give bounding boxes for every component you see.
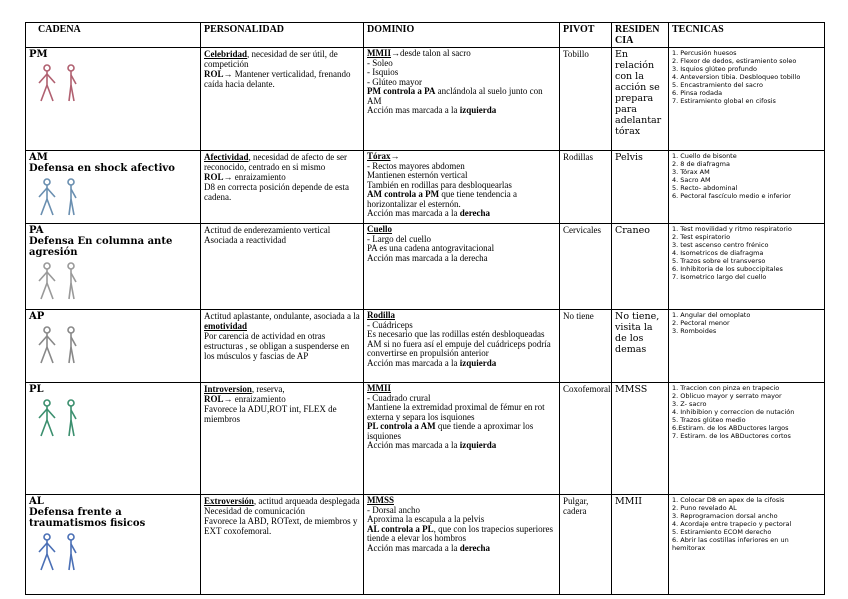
tecnica-item: 3. Z- sacro — [672, 400, 707, 408]
tecnica-item: 1. Percusión huesos — [672, 49, 737, 57]
dominio-line: También en rodillas para desbloquearlas — [367, 179, 512, 190]
tecnica-item: 4. Acordaje entre trapecio y pectoral — [672, 520, 792, 528]
dominio-line: - Isquios — [367, 67, 399, 77]
dominio-cell — [364, 495, 560, 595]
personalidad-text: → enraizamiento — [223, 172, 286, 182]
dominio-line: PA es una cadena antogravitacional — [367, 243, 495, 253]
cadena-defensa: Defensa en shock afectivo — [29, 163, 175, 174]
personalidad-cell — [201, 48, 364, 151]
header-personalidad: PERSONALIDAD — [201, 23, 364, 48]
dominio-line: Mantiene la extremidad proximal de fémur en rot externa y separa los isquiones — [367, 402, 545, 422]
tecnica-item: 4. Inhibibion y correccion de nutación — [672, 408, 795, 416]
cadena-name: AP — [29, 311, 45, 322]
personalidad-line — [204, 496, 360, 506]
dominio-accion-text: Acción mas marcada a la — [367, 440, 460, 450]
dominio-control — [367, 87, 556, 106]
body-figure-icon — [29, 532, 89, 572]
tecnica-item: 4. Sacro AM — [672, 176, 711, 184]
tecnica-item: 5. Recto- abdominal — [672, 184, 738, 192]
body-figure-icon — [29, 177, 89, 217]
tecnicas-cell — [669, 495, 825, 595]
dominio-control — [367, 190, 556, 209]
dominio-control-key: PL controla a AM — [367, 421, 436, 431]
header-residencia: RESIDEN CIA — [612, 23, 669, 48]
personalidad-text: , necesidad de afecto de ser reconocido, centrado en si mismo — [204, 152, 347, 172]
personalidad-key: Celebridad — [204, 49, 248, 59]
personalidad-line — [204, 404, 360, 424]
tecnica-item: 3. Romboides — [672, 327, 717, 335]
personalidad-key: ROL — [204, 69, 224, 79]
tecnica-item: 5. Trazos sobre el transverso — [672, 257, 766, 265]
tecnica-item: 6.Estiram. de los ABDuctores largos — [672, 424, 789, 432]
tecnicas-cell — [669, 48, 825, 151]
personalidad-line — [204, 311, 360, 321]
personalidad-text: Favorece la ABD, ROText, de miembros y EXT coxofemoral. — [204, 516, 358, 536]
cadena-name: PM — [29, 49, 48, 60]
cadena-name: AL — [29, 496, 44, 507]
dominio-line: Es necesario que las rodillas estén desbloqueadas AM si no fuera así el empuje del cuádriceps podría convertirse en propulsión anterior — [367, 329, 551, 358]
residencia-cell: MMII — [612, 495, 669, 595]
table-row — [26, 224, 825, 310]
tecnica-item: 2. 8 de diafragma — [672, 160, 730, 168]
tecnica-item: 7. Estiramiento global en cifosis — [672, 97, 776, 105]
personalidad-key: ROL — [204, 172, 224, 182]
dominio-accion — [367, 106, 556, 116]
residencia-cell: Pelvis — [612, 151, 669, 224]
personalidad-cell — [201, 224, 364, 310]
tecnica-item: 7. Estiram. de los ABDuctores cortos — [672, 432, 791, 440]
header-row — [26, 23, 825, 48]
personalidad-line — [204, 69, 360, 89]
tecnica-item: 1. Test movilidad y ritmo respiratorio — [672, 225, 792, 233]
tecnica-item: 6. Inhibitoria de los suboccipitales — [672, 265, 783, 273]
dominio-title-key: Cuello — [367, 224, 393, 234]
dominio-cell — [364, 224, 560, 310]
dominio-control-text: que tiende a aproximar los isquiones — [367, 421, 534, 441]
cadena-cell — [26, 495, 201, 595]
tecnica-item: 5. Trazos glúteo medio — [672, 416, 746, 424]
tecnica-item: 7. Isometrico largo del cuello — [672, 273, 767, 281]
dominio-line: Mantienen esternón vertical — [367, 170, 468, 180]
dominio-accion-side: izquierda — [459, 105, 497, 115]
header-pivot: PIVOT — [560, 23, 612, 48]
personalidad-text: Asociada a reactividad — [204, 235, 286, 245]
tecnica-item: 2. Oblicuo mayor y serrato mayor — [672, 392, 782, 400]
dominio-control-key: AL controla a PL — [367, 523, 434, 534]
tecnica-item: 1. Cuello de bisonte — [672, 152, 737, 160]
personalidad-line — [204, 225, 360, 235]
dominio-line: Aproxima la escapula a la pelvis — [367, 514, 485, 524]
cadena-name: AM — [29, 152, 48, 163]
personalidad-key: emotividad — [204, 321, 248, 331]
pivot-cell: Rodillas — [560, 151, 612, 224]
tecnica-item: 5. Encastramiento del sacro — [672, 81, 763, 89]
dominio-cell — [364, 151, 560, 224]
cadena-cell — [26, 383, 201, 495]
residencia-cell: MMSS — [612, 383, 669, 495]
personalidad-text: Por carencia de actividad en otras estructuras , se obligan a suspenderse en los músculos y fascias de AP — [204, 331, 350, 361]
personalidad-line — [204, 384, 360, 394]
dominio-title — [367, 49, 556, 59]
personalidad-key: Afectividad — [204, 152, 249, 162]
dominio-title-rest: → — [390, 151, 400, 161]
dominio-accion-text: Acción mas marcada a la — [367, 105, 460, 115]
dominio-control — [367, 422, 556, 441]
personalidad-line — [204, 49, 360, 69]
dominio-line: - Cuadrado crural — [367, 392, 431, 403]
dominio-accion-text: Acción mas marcada a la derecha — [367, 252, 488, 263]
cadena-cell — [26, 48, 201, 151]
table-row — [26, 383, 825, 495]
dominio-line: - Soleo — [367, 57, 393, 68]
header-tecnicas: TECNICAS — [669, 23, 825, 48]
cadena-name: PA — [29, 225, 44, 236]
personalidad-line — [204, 321, 360, 331]
personalidad-line — [204, 182, 360, 202]
pivot-cell: Cervicales — [560, 224, 612, 310]
personalidad-text: , necesidad de ser útil, de competición — [204, 49, 338, 69]
dominio-control-text: que tiene tendencia a horizontalizar el esternón. — [367, 189, 518, 209]
dominio-line: - Glúteo mayor — [367, 76, 422, 87]
dominio-title-key: MMSS — [367, 495, 394, 505]
pivot-cell: Pulgar, cadera — [560, 495, 612, 595]
dominio-accion-text: Acción mas marcada a la — [367, 542, 460, 553]
dominio-cell — [364, 310, 560, 383]
dominio-title-key: MMII — [367, 383, 391, 393]
tecnica-item: 3. test ascenso centro frénico — [672, 241, 769, 249]
personalidad-line — [204, 516, 360, 536]
dominio-accion — [367, 359, 556, 369]
personalidad-text: → enraizamiento — [223, 394, 286, 404]
table-row — [26, 310, 825, 383]
pivot-cell: Tobillo — [560, 48, 612, 151]
table-row — [26, 495, 825, 595]
tecnica-item: 3. Reprogramacion dorsal ancho — [672, 512, 778, 520]
dominio-control — [367, 525, 556, 544]
body-figure-icon — [29, 398, 89, 438]
tecnica-item: 4. Isometricos de diafragma — [672, 249, 764, 257]
cadena-cell — [26, 151, 201, 224]
residencia-cell: No tiene, visita la de los demas — [612, 310, 669, 383]
table-row — [26, 151, 825, 224]
table-row — [26, 48, 825, 151]
cadena-defensa: Defensa En columna ante agresión — [29, 236, 173, 258]
personalidad-text: → Mantener verticalidad, frenando caída hacia delante. — [204, 69, 351, 89]
tecnicas-cell — [669, 151, 825, 224]
dominio-accion-text: Acción mas marcada a la — [367, 208, 460, 218]
personalidad-text: , reserva, — [251, 384, 285, 394]
dominio-line: - Dorsal ancho — [367, 504, 420, 515]
tecnica-item: 3. Tórax AM — [672, 168, 710, 176]
chains-table — [25, 22, 825, 595]
residencia-cell: En relación con la acción se prepara para adelantar tórax — [612, 48, 669, 151]
tecnicas-cell — [669, 383, 825, 495]
dominio-title-key: MMII — [367, 48, 391, 58]
personalidad-cell — [201, 383, 364, 495]
dominio-accion — [367, 544, 556, 554]
tecnica-item: 6. Pinsa rodada — [672, 89, 723, 97]
dominio-accion-side: izquierda — [459, 440, 497, 450]
header-cadena: CADENA — [26, 23, 201, 48]
personalidad-text: D8 en correcta posición depende de esta cadena. — [204, 182, 349, 202]
dominio-control-text: anclándola al suelo junto con AM — [367, 86, 543, 106]
dominio-accion-side: derecha — [459, 542, 491, 553]
dominio-control-key: AM controla a PM — [367, 189, 440, 199]
personalidad-cell — [201, 310, 364, 383]
tecnicas-cell — [669, 224, 825, 310]
cadena-defensa: Defensa frente a traumatismos fisicos — [29, 507, 146, 529]
dominio-control-key: PM controla a PA — [367, 86, 436, 96]
personalidad-text: Actitud aplastante, ondulante, asociada a la — [204, 311, 360, 321]
header-dominio: DOMINIO — [364, 23, 560, 48]
dominio-title-key: Tórax — [367, 151, 391, 161]
cadena-cell — [26, 224, 201, 310]
body-figure-icon — [29, 261, 89, 301]
tecnica-item: 2. Test espiratorio — [672, 233, 731, 241]
tecnica-item: 1. Angular del omoplato — [672, 311, 751, 319]
tecnicas-cell — [669, 310, 825, 383]
tecnica-item: 6. Pectoral fascículo medio e inferior — [672, 192, 791, 200]
personalidad-line — [204, 172, 360, 182]
dominio-line: - Rectos mayores abdomen — [367, 160, 465, 171]
cadena-name: PL — [29, 384, 44, 395]
personalidad-text: Favorece la ADU,ROT int, FLEX de miembros — [204, 404, 337, 424]
tecnica-item: 1. Colocar D8 en apex de la cifosis — [672, 496, 785, 504]
personalidad-text: Actitud de enderezamiento vertical — [204, 225, 331, 235]
tecnica-item: 5. Estiramiento ECOM derecho — [672, 528, 772, 536]
body-figure-icon — [29, 325, 89, 365]
residencia-cell: Craneo — [612, 224, 669, 310]
tecnica-item: 2. Pectoral menor — [672, 319, 730, 327]
personalidad-line — [204, 152, 360, 172]
dominio-accion — [367, 441, 556, 451]
dominio-line: - Largo del cuello — [367, 233, 432, 244]
personalidad-line — [204, 506, 360, 516]
personalidad-line — [204, 235, 360, 245]
tecnica-item: 3. Isquios glúteo profundo — [672, 65, 757, 73]
dominio-control-text: , que con los trapecios superiores tiende a elevar los hombros — [367, 523, 554, 543]
personalidad-cell — [201, 495, 364, 595]
personalidad-text: , actitud arqueada desplegada — [253, 496, 360, 506]
tecnica-item: 2. Puno revelado AL — [672, 504, 737, 512]
personalidad-key: Introversion — [204, 384, 252, 394]
dominio-accion-text: Acción mas marcada a la — [367, 357, 460, 368]
cadena-cell — [26, 310, 201, 383]
dominio-accion-side: izquierda — [459, 357, 497, 368]
dominio-line: - Cuádriceps — [367, 319, 413, 330]
tecnica-item: 4. Anteversion tibia. Desbloqueo tobillo — [672, 73, 801, 81]
tecnica-item: 2. Flexor de dedos, estiramiento soleo — [672, 57, 797, 65]
personalidad-line — [204, 394, 360, 404]
tecnica-item: 6. Abrir las costillas inferiores en un hemitorax — [672, 536, 789, 552]
personalidad-key: ROL — [204, 394, 224, 404]
pivot-cell: No tiene — [560, 310, 612, 383]
personalidad-line — [204, 331, 360, 361]
tecnica-item: 1. Traccion con pinza en trapecio — [672, 384, 780, 392]
body-figure-icon — [29, 63, 89, 103]
dominio-accion — [367, 209, 556, 219]
personalidad-cell — [201, 151, 364, 224]
dominio-accion — [367, 254, 556, 264]
dominio-accion-side: derecha — [459, 208, 491, 218]
dominio-title-key: Rodilla — [367, 310, 396, 320]
dominio-title-rest: →desde talon al sacro — [391, 48, 471, 58]
personalidad-text: Necesidad de comunicación — [204, 506, 305, 516]
pivot-cell: Coxofemoral — [560, 383, 612, 495]
dominio-cell — [364, 383, 560, 495]
personalidad-key: Extroversión — [204, 496, 254, 506]
dominio-cell — [364, 48, 560, 151]
